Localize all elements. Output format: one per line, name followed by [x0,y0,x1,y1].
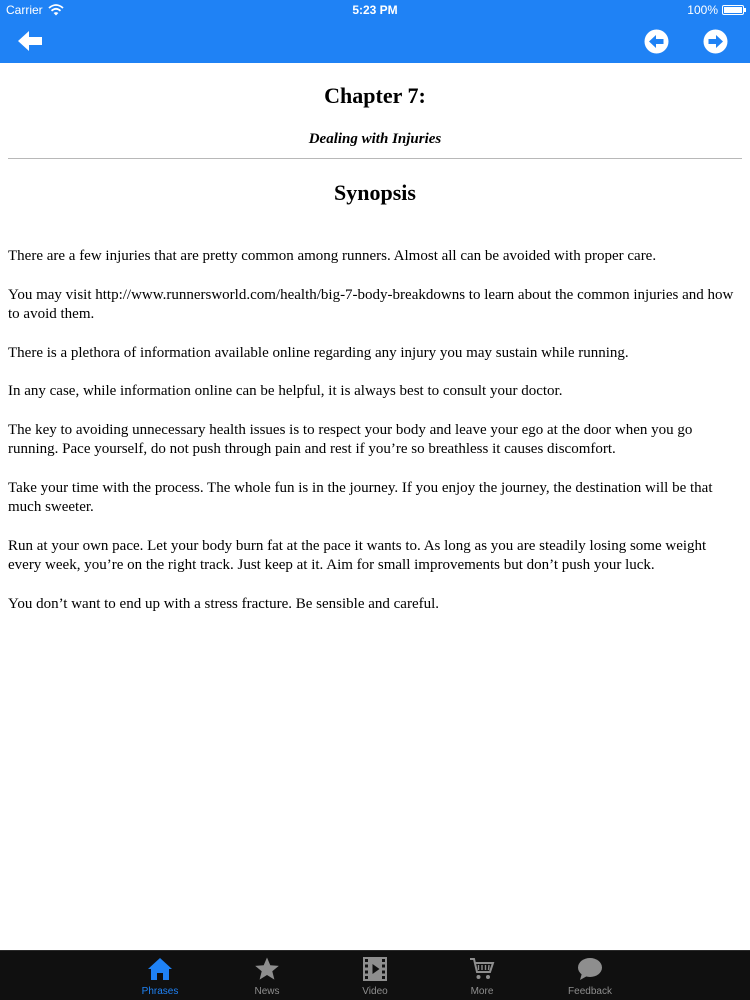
tab-phrases[interactable] [120,951,200,1000]
status-battery [687,3,744,17]
tab-feedback[interactable] [550,951,630,1000]
tab-bar [0,950,750,1000]
next-chapter-icon[interactable] [703,29,728,54]
chapter-title: Chapter 7: [324,83,426,108]
paragraph-list [8,247,742,633]
paragraph: Run at your own pace. Let your body burn fat at the pace it wants to. As long as you are steadily losing some weight every week, you’re on the right track. Just keep at it. Aim for small improvements but don’t push your luck. [8,537,707,573]
paragraph: You don’t want to end up with a stress fracture. Be sensible and careful. [8,595,440,612]
tab-label: Feedback [568,986,612,997]
cart-icon [469,956,495,982]
tab-label: Phrases [141,986,179,997]
paragraph: Take your time with the process. The whole fun is in the journey. If you enjoy the journey, the destination will be that much sweeter. [8,479,713,515]
paragraph: There are a few injuries that are pretty common among runners. Almost all can be avoided with proper care. [8,248,657,264]
navigation-bar [0,20,750,63]
previous-chapter-icon[interactable] [644,29,669,54]
chapter-subtitle: Dealing with Injuries [308,131,442,147]
back-arrow-icon[interactable] [16,28,44,54]
status-time: 5:23 PM [352,3,398,17]
status-bar [0,0,750,20]
tab-label: Video [362,986,388,997]
battery-icon [722,5,744,15]
divider [8,158,742,159]
article-content[interactable] [0,63,750,950]
tab-label: News [254,986,280,997]
section-heading: Synopsis [334,180,416,205]
tab-more[interactable] [442,951,522,1000]
star-icon [254,956,280,982]
paragraph: You may visit http://www.runnersworld.com/health/big-7-body-breakdowns to learn about the common injuries and how to avoid them. [8,286,734,322]
carrier-name: Carrier [6,3,43,17]
paragraph: There is a plethora of information available online regarding any injury you may sustain while running. [8,344,629,361]
film-icon [362,956,388,982]
tab-label: More [470,986,494,997]
paragraph: The key to avoiding unnecessary health issues is to respect your body and leave your ego at the door when you go running. Pace yourself, do not push through pain and rest if you’re so breathless it causes discomfort. [8,421,693,457]
paragraph: In any case, while information online can be helpful, it is always best to consult your doctor. [8,383,563,399]
tab-news[interactable] [227,951,307,1000]
house-icon [147,956,173,982]
battery-percent: 100% [687,3,718,17]
tab-video[interactable] [335,951,415,1000]
speech-bubble-icon [577,956,603,982]
